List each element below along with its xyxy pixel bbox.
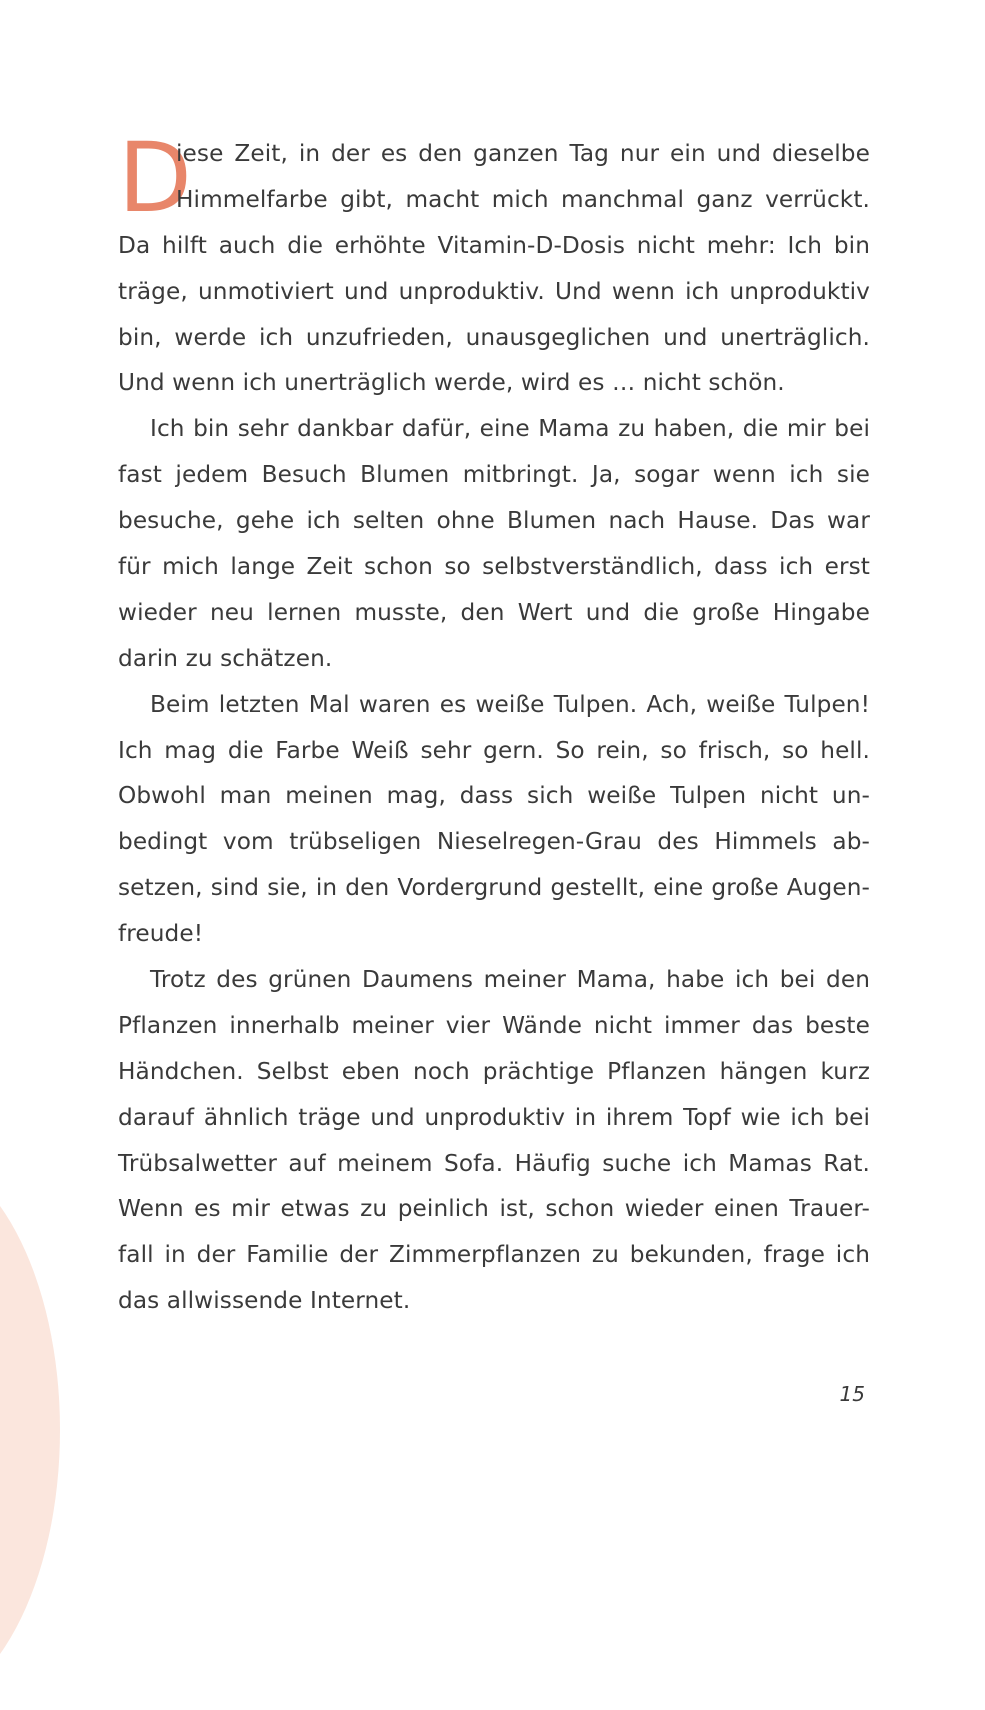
text-line: Da hilft auch die erhöhte Vitamin-D-Dosis nicht mehr: Ich bin bbox=[118, 231, 870, 259]
text-line: fast jedem Besuch Blumen mitbringt. Ja, sogar wenn ich sie bbox=[118, 461, 870, 489]
text-line: freude! bbox=[118, 920, 204, 948]
body-text bbox=[118, 122, 870, 1324]
text-line: besuche, gehe ich selten ohne Blumen nach Hause. Das war bbox=[118, 507, 870, 535]
decorative-blob bbox=[0, 1150, 60, 1710]
text-line: Ich bin sehr dankbar dafür, eine Mama zu haben, die mir bei bbox=[150, 415, 870, 443]
text-line: Händchen. Selbst eben noch prächtige Pflanzen hängen kurz bbox=[118, 1057, 870, 1085]
text-line: darin zu schätzen. bbox=[118, 644, 333, 672]
text-line: darauf ähnlich träge und unproduktiv in ihrem Topf wie ich bei bbox=[118, 1103, 870, 1131]
text-line: Wenn es mir etwas zu peinlich ist, schon wieder einen Trauer- bbox=[118, 1195, 870, 1223]
text-line: fall in der Familie der Zimmerpflanzen zu bekunden, frage ich bbox=[118, 1241, 870, 1269]
text-line: träge, unmotiviert und unproduktiv. Und wenn ich unproduktiv bbox=[118, 277, 870, 305]
text-line: Obwohl man meinen mag, dass sich weiße Tulpen nicht un- bbox=[118, 782, 870, 810]
text-line: das allwissende Internet. bbox=[118, 1287, 411, 1315]
text-line: bin, werde ich unzufrieden, unausgeglichen und unerträglich. bbox=[118, 323, 870, 351]
text-line: iese Zeit, in der es den ganzen Tag nur ein und dieselbe bbox=[176, 140, 870, 167]
text-line: Und wenn ich unerträglich werde, wird es … nicht schön. bbox=[118, 369, 785, 397]
text-line: Pflanzen innerhalb meiner vier Wände nicht immer das beste bbox=[118, 1011, 870, 1039]
text-line: Beim letzten Mal waren es weiße Tulpen. Ach, weiße Tulpen! bbox=[150, 690, 870, 718]
text-line: Trotz des grünen Daumens meiner Mama, habe ich bei den bbox=[150, 966, 870, 994]
text-line: für mich lange Zeit schon so selbstverständlich, dass ich erst bbox=[118, 553, 870, 581]
text-line: bedingt vom trübseligen Nieselregen-Grau des Himmels ab- bbox=[118, 828, 870, 856]
page-number: 15 bbox=[839, 1382, 865, 1406]
text-line: Trübsalwetter auf meinem Sofa. Häufig suche ich Mamas Rat. bbox=[118, 1149, 870, 1177]
text-line: wieder neu lernen musste, den Wert und die große Hingabe bbox=[118, 598, 870, 626]
text-line: Himmelfarbe gibt, macht mich manchmal ganz verrückt. bbox=[176, 185, 870, 213]
text-line: Ich mag die Farbe Weiß sehr gern. So rein, so frisch, so hell. bbox=[118, 736, 870, 764]
drop-cap: D bbox=[118, 122, 192, 234]
text-line: setzen, sind sie, in den Vordergrund gestellt, eine große Augen- bbox=[118, 874, 870, 902]
